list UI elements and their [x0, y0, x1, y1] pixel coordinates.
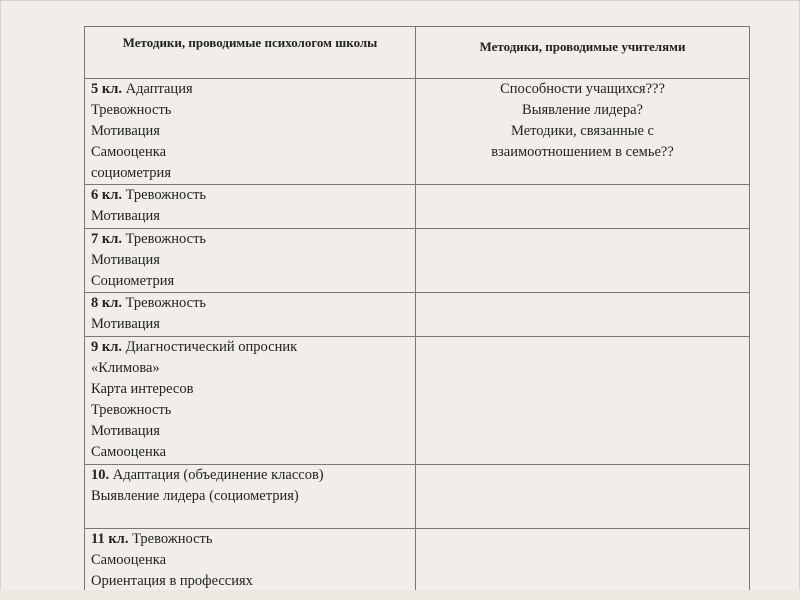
teacher-methods-cell	[416, 229, 750, 293]
psychologist-methods-cell	[85, 185, 416, 229]
method-item: Самооценка	[91, 444, 166, 460]
table-row	[85, 229, 750, 293]
teacher-methods-cell	[416, 185, 750, 229]
method-item: Диагностический опросник	[125, 339, 298, 355]
teacher-methods-cell	[416, 529, 750, 593]
method-item: Тревожность	[91, 102, 172, 118]
teacher-method-item: взаимоотношением в семье??	[491, 144, 674, 160]
teacher-method-item: Способности учащихся???	[500, 81, 665, 97]
teacher-methods-cell	[416, 293, 750, 337]
method-item: Мотивация	[91, 208, 160, 224]
psychologist-methods-cell	[85, 337, 416, 465]
method-item: Мотивация	[91, 123, 160, 139]
psychologist-methods-cell	[85, 293, 416, 337]
method-item: Тревожность	[125, 295, 207, 311]
table-row	[85, 529, 750, 593]
grade-label: 7 кл.	[91, 231, 122, 247]
table-row	[85, 79, 750, 185]
method-item: Тревожность	[125, 187, 207, 203]
method-item: «Климова»	[91, 360, 160, 376]
teacher-methods-cell	[416, 465, 750, 529]
table-row	[85, 337, 750, 465]
teacher-methods-cell	[416, 79, 750, 185]
method-item: Социометрия	[91, 273, 175, 289]
grade-label: 5 кл.	[91, 81, 122, 97]
teacher-method-item: Методики, связанные с	[511, 123, 654, 139]
method-item: Выявление лидера (социометрия)	[91, 488, 299, 504]
methods-table	[84, 26, 750, 593]
grade-label: 8 кл.	[91, 295, 122, 311]
header-row	[85, 27, 750, 79]
method-item: Тревожность	[125, 231, 207, 247]
psychologist-methods-cell	[85, 79, 416, 185]
table-row	[85, 185, 750, 229]
table-row	[85, 465, 750, 529]
header-teachers: Методики, проводимые учителями	[416, 27, 750, 79]
method-item: Самооценка	[91, 144, 166, 160]
teacher-method-item: Выявление лидера?	[522, 102, 643, 118]
method-item: социометрия	[91, 165, 171, 181]
method-item: Самооценка	[91, 552, 166, 568]
header-psychologist: Методики, проводимые психологом школы	[85, 27, 416, 79]
method-item: Мотивация	[91, 316, 160, 332]
method-item: Мотивация	[91, 252, 160, 268]
method-item: Адаптация	[125, 81, 193, 97]
grade-label: 10.	[91, 467, 110, 483]
table-row	[85, 293, 750, 337]
grade-label: 6 кл.	[91, 187, 122, 203]
psychologist-methods-cell	[85, 229, 416, 293]
psychologist-methods-cell	[85, 465, 416, 529]
method-item: Адаптация (объединение классов)	[112, 467, 324, 483]
method-item: Ориентация в профессиях	[91, 573, 253, 589]
grade-label: 9 кл.	[91, 339, 122, 355]
method-item: Карта интересов	[91, 381, 194, 397]
method-item: Тревожность	[91, 402, 172, 418]
grade-label: 11 кл.	[91, 531, 129, 547]
method-item: Мотивация	[91, 423, 160, 439]
bottom-edge	[0, 590, 800, 600]
psychologist-methods-cell	[85, 529, 416, 593]
teacher-methods-cell	[416, 337, 750, 465]
method-item: Тревожность	[132, 531, 213, 547]
